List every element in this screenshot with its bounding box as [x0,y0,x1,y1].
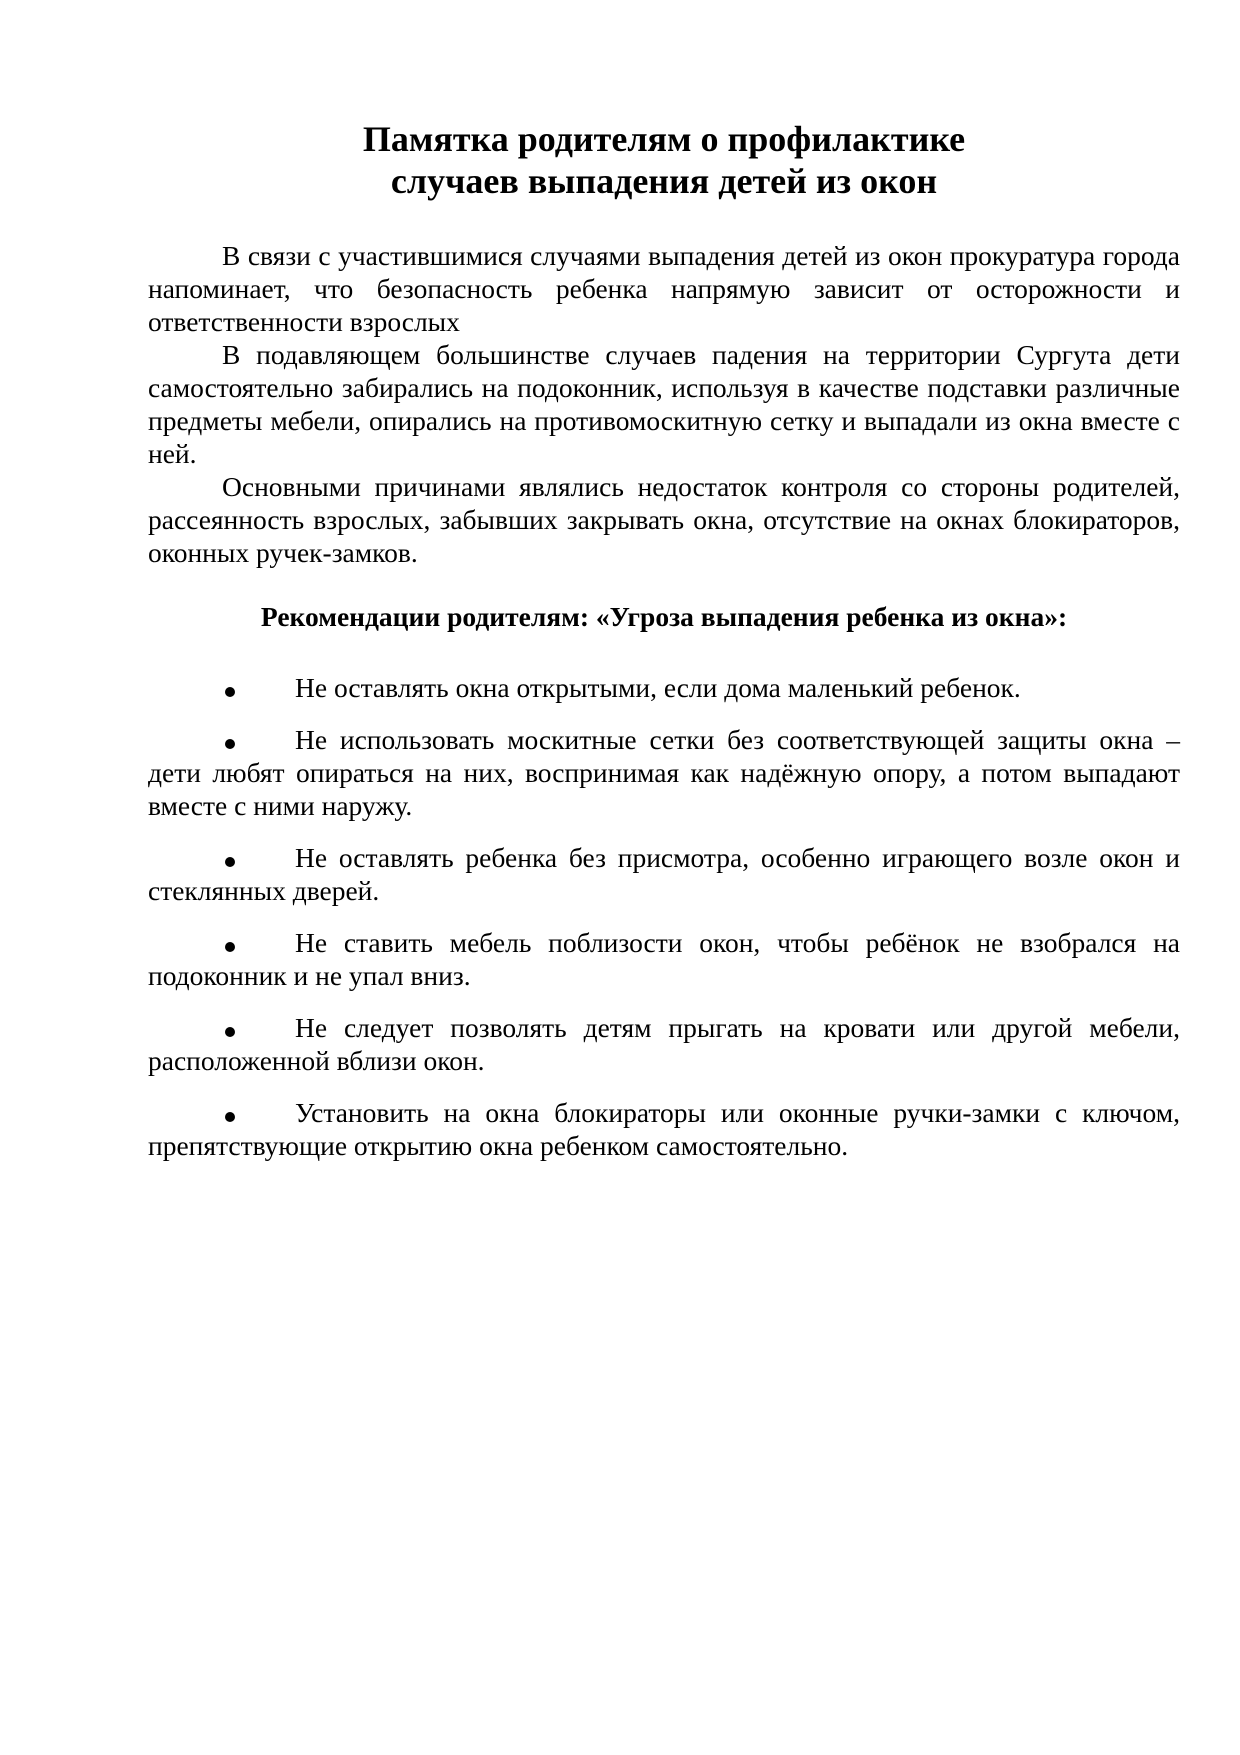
bullet-icon [225,1027,235,1037]
recommendation-text: Не оставлять окна открытыми, если дома маленький ребенок. [295,672,1021,703]
recommendation-text: Не следует позволять детям прыгать на кровати или другой мебели, расположенной вблизи окон. [148,1012,1180,1076]
bullet-icon [225,739,235,749]
list-item [148,841,1180,907]
list-item [148,1096,1180,1162]
bullet-icon [225,942,235,952]
recommendation-text: Не использовать москитные сетки без соответствующей защиты окна – дети любят опираться на них, воспринимая как надёжную опору, а потом выпадают вместе с ними наружу. [148,724,1180,821]
list-item [148,926,1180,992]
recommendation-text: Не ставить мебель поблизости окон, чтобы ребёнок не взобрался на подоконник и не упал вниз. [148,927,1180,991]
intro-paragraph: В связи с участившимися случаями выпадения детей из окон прокуратура города напоминает, что безопасность ребенка напрямую зависит от осторожности и ответственности взрослых [148,240,1180,337]
title-line-1: Памятка родителям о профилактике [362,119,966,159]
recommendation-text: Установить на окна блокираторы или оконные ручки-замки с ключом, препятствующие открытию окна ребенком самостоятельно. [148,1097,1180,1161]
title-line-2: случаев выпадения детей из окон [390,161,938,201]
bullet-icon [225,687,235,697]
recommendation-text: Не оставлять ребенка без присмотра, особенно играющего возле окон и стеклянных дверей. [148,842,1180,906]
list-item [148,671,1180,704]
recommendations-list [148,671,1180,1162]
bullet-icon [225,857,235,867]
intro-section [148,239,1180,569]
list-item [148,1011,1180,1077]
list-item [148,723,1180,822]
intro-paragraph: В подавляющем большинстве случаев падения на территории Сургута дети самостоятельно забирались на подоконник, используя в качестве подставки различные предметы мебели, опирались на противомоскитную сетку и выпадали из окна вместе с ней. [148,339,1180,469]
document-body [148,118,1180,1181]
intro-paragraph: Основными причинами являлись недостаток контроля со стороны родителей, рассеянность взрослых, забывших закрывать окна, отсутствие на окнах блокираторов, оконных ручек-замков. [148,471,1180,568]
recommendations-heading: Рекомендации родителям: «Угроза выпадения ребенка из окна»: [260,601,1068,632]
document-title [148,118,1180,202]
bullet-icon [225,1112,235,1122]
